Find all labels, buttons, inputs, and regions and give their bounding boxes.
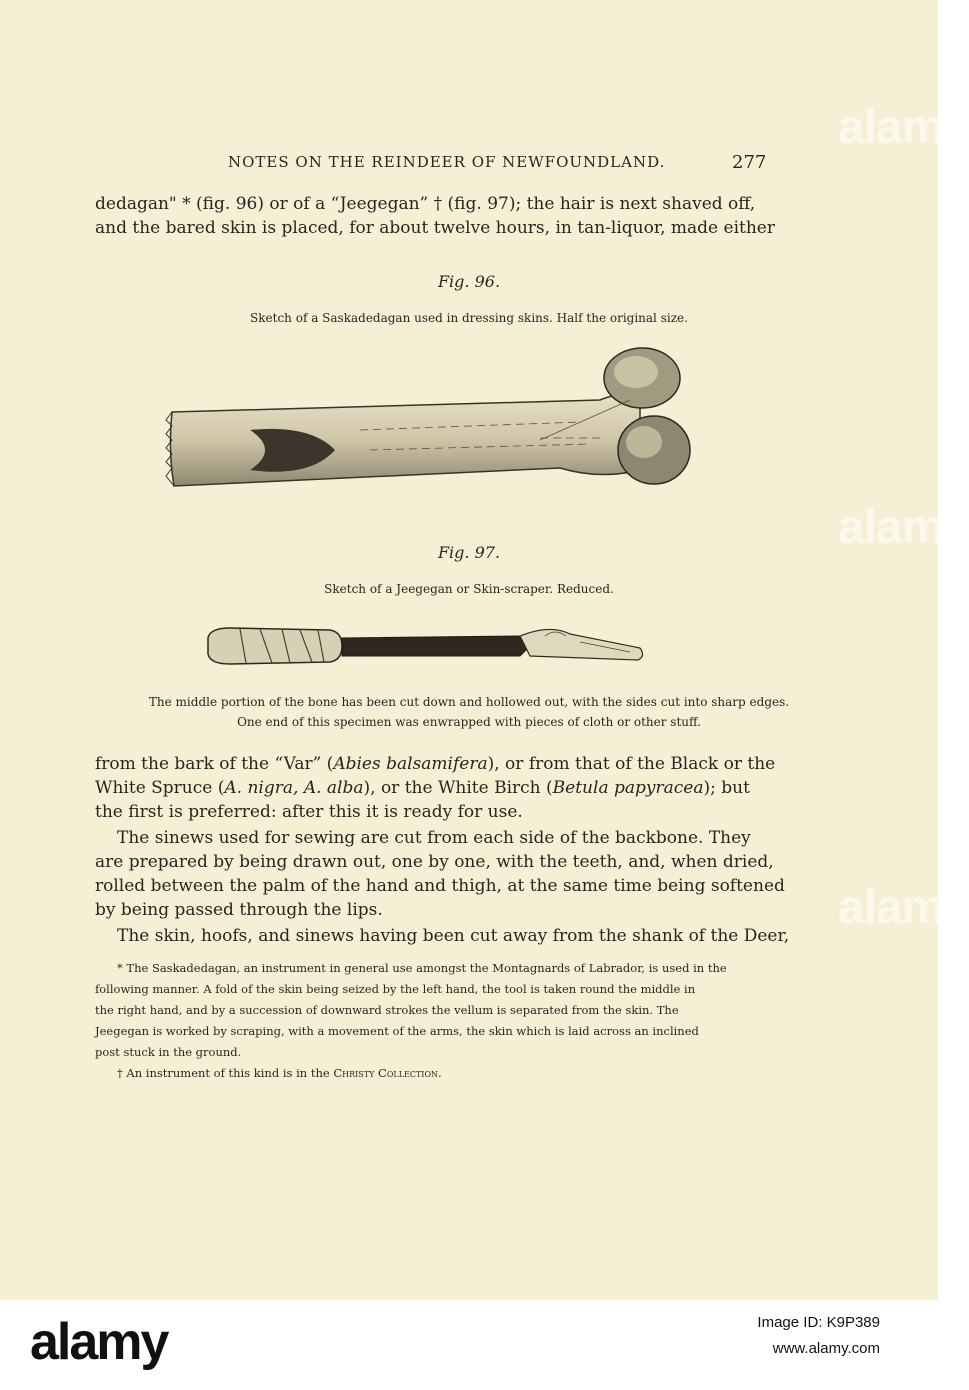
species-name: Abies balsamifera xyxy=(333,754,488,774)
p1-line-1 xyxy=(95,752,776,776)
p2-line-1: The sinews used for sewing are cut from each side of the backbone. They xyxy=(117,828,751,848)
footnote-line: post stuck in the ground. xyxy=(95,1045,242,1059)
paragraph-1 xyxy=(95,752,776,824)
species-name: A. nigra, A. alba xyxy=(224,778,364,798)
footnote-line: Jeegegan is worked by scraping, with a movement of the arms, the skin which is laid across an inclined xyxy=(95,1024,699,1038)
fig97-caption: Sketch of a Jeegegan or Skin-scraper. Reduced. xyxy=(324,582,614,596)
p2-line-4: by being passed through the lips. xyxy=(95,900,383,920)
fig97-scraper-illustration xyxy=(200,620,650,670)
fig96-caption: Sketch of a Saskadedagan used in dressing skins. Half the original size. xyxy=(250,311,688,325)
p1-line-3: the first is preferred: after this it is ready for use. xyxy=(95,802,523,822)
p1-text: ), or the White Birch ( xyxy=(363,778,553,798)
footnote-2-end: . xyxy=(438,1066,442,1080)
fig97-note-line-2: One end of this specimen was enwrapped with pieces of cloth or other stuff. xyxy=(237,715,701,729)
watermark-overlay: alamy xyxy=(838,101,969,154)
intro-text xyxy=(95,192,775,240)
footnote-line: * The Saskadedagan, an instrument in general use amongst the Montagnards of Labrador, is used in the xyxy=(117,961,727,975)
fig96-label: Fig. 96. xyxy=(437,272,501,291)
species-name: Betula papyracea xyxy=(552,778,704,798)
p2-line-2: are prepared by being drawn out, one by one, with the teeth, and, when dried, xyxy=(95,852,774,872)
p1-text: from the bark of the “Var” ( xyxy=(95,754,334,774)
p1-text: ); but xyxy=(703,778,750,798)
footnote-1 xyxy=(95,958,767,1063)
watermark-overlay: alamy xyxy=(838,881,969,934)
page-number: 277 xyxy=(732,152,767,173)
brand-logo: alamy xyxy=(30,1313,168,1371)
footnote-2-text: † An instrument of this kind is in the xyxy=(117,1066,334,1080)
watermark-overlay: alamy xyxy=(838,501,969,554)
p3-line-1: The skin, hoofs, and sinews having been cut away from the shank of the Deer, xyxy=(117,926,790,946)
footnote-line: following manner. A fold of the skin being seized by the left hand, the tool is taken round the middle in xyxy=(95,982,696,996)
fig97-note-line-1: The middle portion of the bone has been cut down and hollowed out, with the sides cut into sharp edges. xyxy=(148,695,790,709)
collection-name: Christy Collection xyxy=(333,1066,439,1080)
footnotes xyxy=(95,958,767,1084)
p1-text: ), or from that of the Black or the xyxy=(487,754,776,774)
paragraph-2 xyxy=(95,826,785,922)
footnote-line: the right hand, and by a succession of downward strokes the vellum is separated from the skin. The xyxy=(95,1003,679,1017)
intro-line-1: dedagan" * (fig. 96) or of a “Jeegegan” † (fig. 97); the hair is next shaved off, xyxy=(95,194,756,214)
fig97-note xyxy=(0,692,938,732)
fig96-bone-illustration xyxy=(160,340,700,510)
p2-line-3: rolled between the palm of the hand and thigh, at the same time being softened xyxy=(95,876,785,896)
image-id: Image ID: K9P389 xyxy=(757,1314,880,1331)
intro-line-2: and the bared skin is placed, for about twelve hours, in tan-liquor, made either xyxy=(95,218,775,238)
footnote-2 xyxy=(95,1063,767,1084)
p1-text: White Spruce ( xyxy=(95,778,225,798)
p1-line-2 xyxy=(95,776,767,800)
site-url: www.alamy.com xyxy=(772,1340,880,1357)
running-header: NOTES ON THE REINDEER OF NEWFOUNDLAND. xyxy=(228,153,666,171)
fig97-label: Fig. 97. xyxy=(437,543,501,562)
paragraph-3 xyxy=(95,924,790,948)
